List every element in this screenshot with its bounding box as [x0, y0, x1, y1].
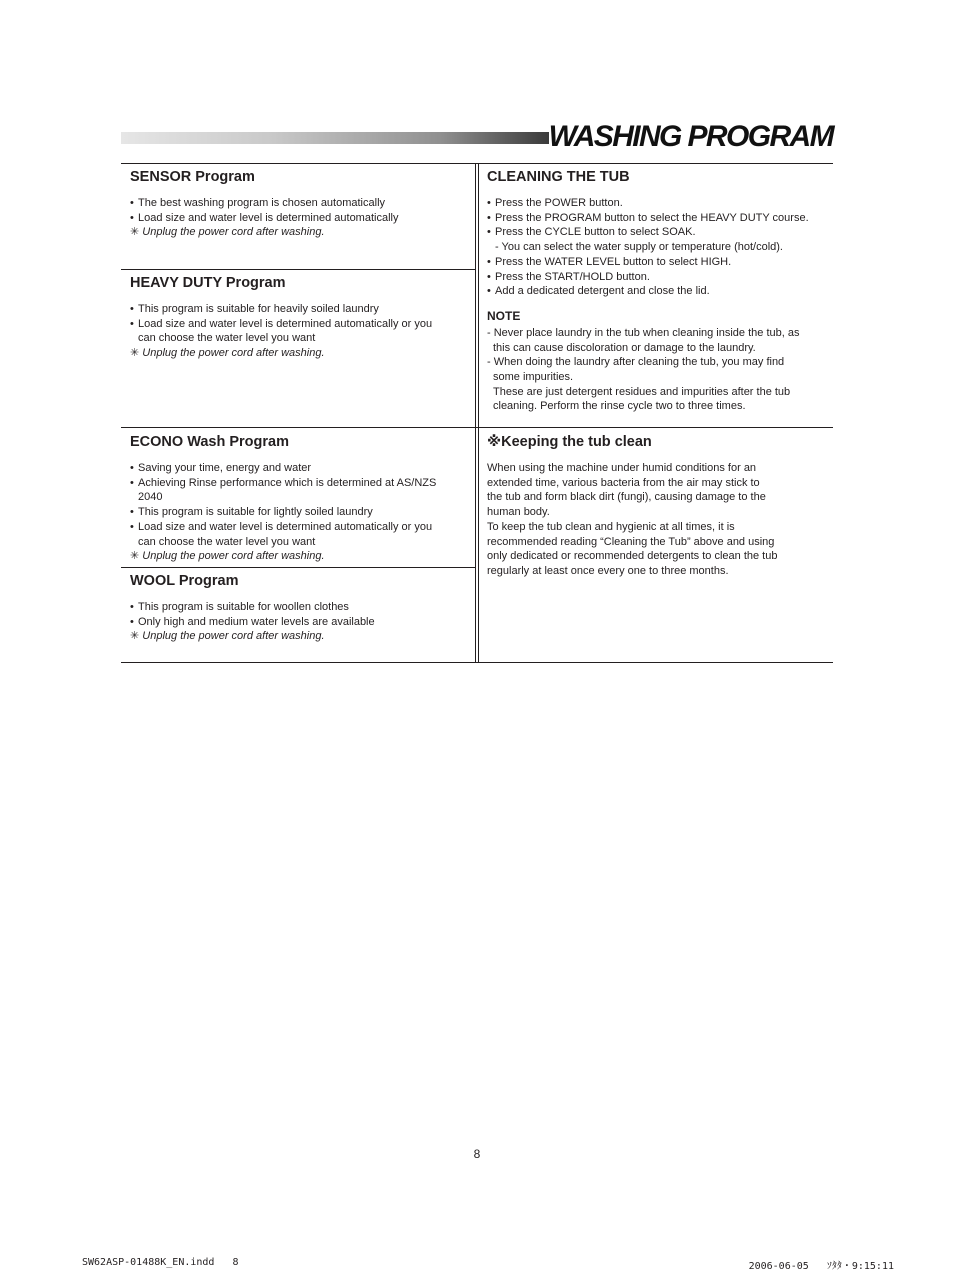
paragraph: When using the machine under humid conditions for an extended time, various bacteria from the air may stick to the tub and form black dirt (fungi), causing damage to the human body. To keep the tub clean and hygienic at all times, it is recommended reading “Cleaning the Tub” above and using only dedicated or recommended detergents to clean the tub regularly at least once every one to three months. [487, 462, 778, 577]
page-header [121, 118, 833, 160]
section-title: WOOL Program [130, 573, 239, 589]
footer-timestamp: 2006-06-05 ｿﾀﾀ・9:15:11 [748, 1261, 894, 1272]
asterisk-icon: ✳ [130, 347, 140, 360]
list-item: • Load size and water level is determined automatically or you [130, 317, 466, 332]
list-item: • This program is suitable for lightly soiled laundry [130, 505, 466, 520]
step-item: • Press the POWER button. [487, 196, 824, 211]
list-item-continuation: 2040 [138, 491, 163, 504]
page-title: WASHING PROGRAM [548, 120, 833, 153]
list-item: • Achieving Rinse performance which is determined at AS/NZS [130, 476, 466, 491]
step-item: • Press the WATER LEVEL button to select HIGH. [487, 255, 824, 270]
note-item-continuation: this can cause discoloration or damage to the laundry. [493, 341, 756, 354]
footer-filename: SW62ASP-01488K_EN.indd 8 [82, 1257, 239, 1268]
reference-mark-icon: ※ [487, 434, 502, 450]
step-list [487, 196, 824, 299]
note-line: ✳ Unplug the power cord after washing. [130, 226, 325, 239]
econo-wash-program-section [121, 433, 475, 564]
asterisk-icon: ✳ [130, 630, 140, 643]
list-item: • The best washing program is chosen automatically [130, 196, 466, 211]
list-item: • Load size and water level is determined automatically or you [130, 520, 466, 535]
list-item-continuation: can choose the water level you want [138, 332, 316, 345]
note-item-continuation: These are just detergent residues and impurities after the tub [493, 385, 791, 398]
note-item-continuation: some impurities. [493, 371, 574, 384]
list-item: • Load size and water level is determined automatically [130, 211, 466, 226]
row-divider [121, 269, 475, 270]
page-number: 8 [473, 1147, 481, 1161]
note-item: - When doing the laundry after cleaning the tub, you may find [487, 356, 785, 369]
list-item: • This program is suitable for heavily soiled laundry [130, 302, 466, 317]
note-line: ✳ Unplug the power cord after washing. [130, 550, 325, 563]
header-gradient-bar [121, 132, 549, 144]
step-item: • Press the START/HOLD button. [487, 270, 824, 285]
item-list [130, 196, 466, 240]
section-title: HEAVY DUTY Program [130, 275, 286, 291]
cleaning-the-tub-section [478, 168, 833, 414]
wool-program-section [121, 572, 475, 644]
note-heading: NOTE [487, 308, 521, 323]
step-item: • Add a dedicated detergent and close the lid. [487, 284, 824, 299]
note-list [487, 326, 824, 414]
item-list [130, 461, 466, 564]
asterisk-icon: ✳ [130, 550, 140, 563]
list-item-continuation: can choose the water level you want [138, 535, 316, 548]
sensor-program-section [121, 168, 475, 240]
section-title: ECONO Wash Program [130, 434, 289, 450]
step-sub-item: - You can select the water supply or temperature (hot/cold). [495, 241, 783, 254]
list-item: • Only high and medium water levels are available [130, 615, 466, 630]
item-list [130, 600, 466, 644]
asterisk-icon: ✳ [130, 226, 140, 239]
note-item: - Never place laundry in the tub when cleaning inside the tub, as [487, 326, 800, 339]
keeping-tub-clean-section [478, 433, 833, 579]
section-title: SENSOR Program [130, 169, 255, 185]
note-line: ✳ Unplug the power cord after washing. [130, 347, 325, 360]
row-divider [121, 567, 475, 568]
program-table [121, 163, 833, 663]
section-title: ※Keeping the tub clean [487, 434, 652, 450]
item-list [130, 302, 466, 361]
step-item: • Press the PROGRAM button to select the HEAVY DUTY course. [487, 211, 824, 226]
note-item-continuation: cleaning. Perform the rinse cycle two to three times. [493, 400, 746, 413]
step-item: • Press the CYCLE button to select SOAK. [487, 225, 824, 240]
list-item: • This program is suitable for woollen clothes [130, 600, 466, 615]
list-item: • Saving your time, energy and water [130, 461, 466, 476]
section-title: CLEANING THE TUB [487, 169, 630, 185]
row-divider [121, 427, 833, 428]
heavy-duty-program-section [121, 274, 475, 361]
note-line: ✳ Unplug the power cord after washing. [130, 630, 325, 643]
